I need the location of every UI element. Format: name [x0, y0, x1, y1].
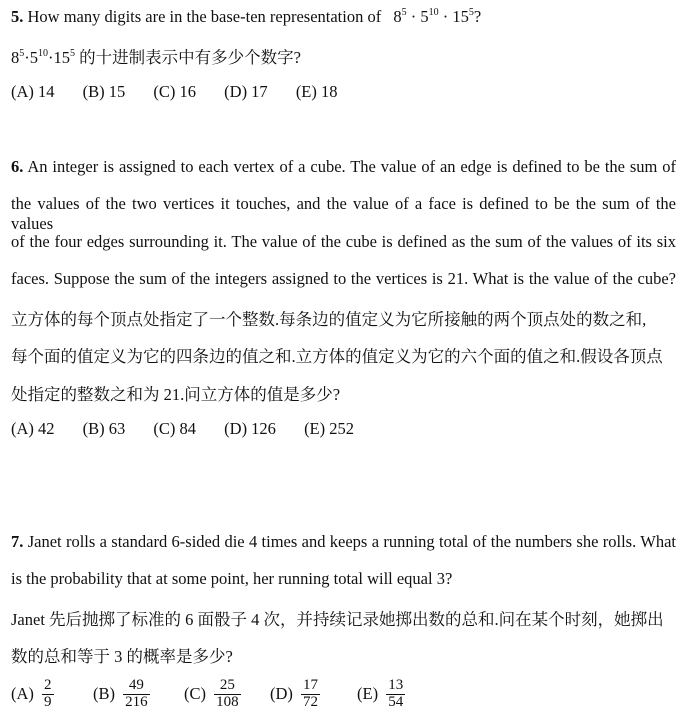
q6-line-en-3: of the four edges surrounding it. The value of the cube is defined as the sum of the values of its six — [11, 232, 676, 251]
q7-choice-b-fraction: $\frac{49}{216}$ — [125, 677, 148, 710]
q5-choice-a: (A) 14 — [11, 82, 55, 101]
q6-choice-a: (A) 42 — [11, 419, 55, 438]
q6-choice-c: (C) 84 — [153, 419, 197, 438]
q7-choice-a-fraction: $\frac{2}{9}$ — [44, 677, 52, 710]
q6-choice-d: (D) 126 — [224, 419, 276, 438]
q7-line-en-2: is the probability that at some point, her running total will equal 3? — [11, 569, 453, 588]
q7-choice-e-fraction: $\frac{13}{54}$ — [388, 677, 404, 710]
q5-question-cn — [11, 44, 301, 68]
q7-choice-c-fraction: $\frac{25}{108}$ — [216, 677, 239, 710]
q6-line-en-1 — [11, 157, 676, 177]
q7-choice-c: (C) $\frac{25}{108}$ — [184, 677, 239, 710]
q6-line-cn-3: 处指定的整数之和为 21.问立方体的值是多少? — [11, 385, 341, 404]
q5-text-en: How many digits are in the base-ten representation of — [27, 7, 382, 26]
q6-choice-e: (E) 252 — [304, 419, 355, 438]
q5-expression-en: $8^5 \cdot 5^{10} \cdot 15^5$? — [393, 7, 482, 26]
q6-line-cn-1: 立方体的每个顶点处指定了一个整数.每条边的值定义为它所接触的两个顶点处的数之和, — [11, 310, 647, 329]
q7-line-en-1 — [11, 532, 676, 552]
q5-expression-cn: $8^5\cdot 5^{10}\cdot 15^5$ — [11, 48, 75, 67]
q5-choices — [11, 82, 362, 102]
q5-choice-b: (B) 15 — [82, 82, 126, 101]
q7-number: 7. — [11, 532, 24, 551]
q5-number: 5. — [11, 7, 24, 26]
q7-choice-b: (B) $\frac{49}{216}$ — [93, 677, 148, 710]
q7-choice-d-fraction: $\frac{17}{72}$ — [303, 677, 319, 710]
q6-choices — [11, 419, 378, 439]
q5-choice-d: (D) 17 — [224, 82, 268, 101]
q7-choice-e: (E) $\frac{13}{54}$ — [357, 677, 404, 710]
q7-line-cn-2: 数的总和等于 3 的概率是多少? — [11, 647, 233, 666]
q5-choice-c: (C) 16 — [153, 82, 197, 101]
q6-number: 6. — [11, 157, 24, 176]
q6-line-cn-2: 每个面的值定义为它的四条边的值之和.立方体的值定义为它的六个面的值之和.假设各顶点 — [11, 347, 663, 366]
q7-text-en-1: Janet rolls a standard 6-sided die 4 times and keeps a running total of the numbers she rolls. What — [27, 532, 677, 551]
q7-line-cn-1: Janet 先后抛掷了标准的 6 面骰子 4 次，并持续记录她掷出数的总和.问在某个时刻，她掷出 — [11, 610, 664, 629]
q7-choice-a: (A) $\frac{2}{9}$ — [11, 677, 52, 710]
q6-choice-b: (B) 63 — [82, 419, 126, 438]
q6-line-en-2: the values of the two vertices it touches, and the value of a face is defined to be the sum of the values — [11, 194, 676, 233]
q6-text-en-1: An integer is assigned to each vertex of a cube. The value of an edge is defined to be the sum of — [27, 157, 676, 176]
q5-question-en — [11, 7, 481, 27]
q5-choice-e: (E) 18 — [295, 82, 338, 101]
q5-text-cn: 的十进制表示中有多少个数字? — [79, 48, 301, 67]
q7-choice-d: (D) $\frac{17}{72}$ — [270, 677, 319, 710]
q6-line-en-4: faces. Suppose the sum of the integers assigned to the vertices is 21. What is the value of the cube? — [11, 269, 676, 288]
